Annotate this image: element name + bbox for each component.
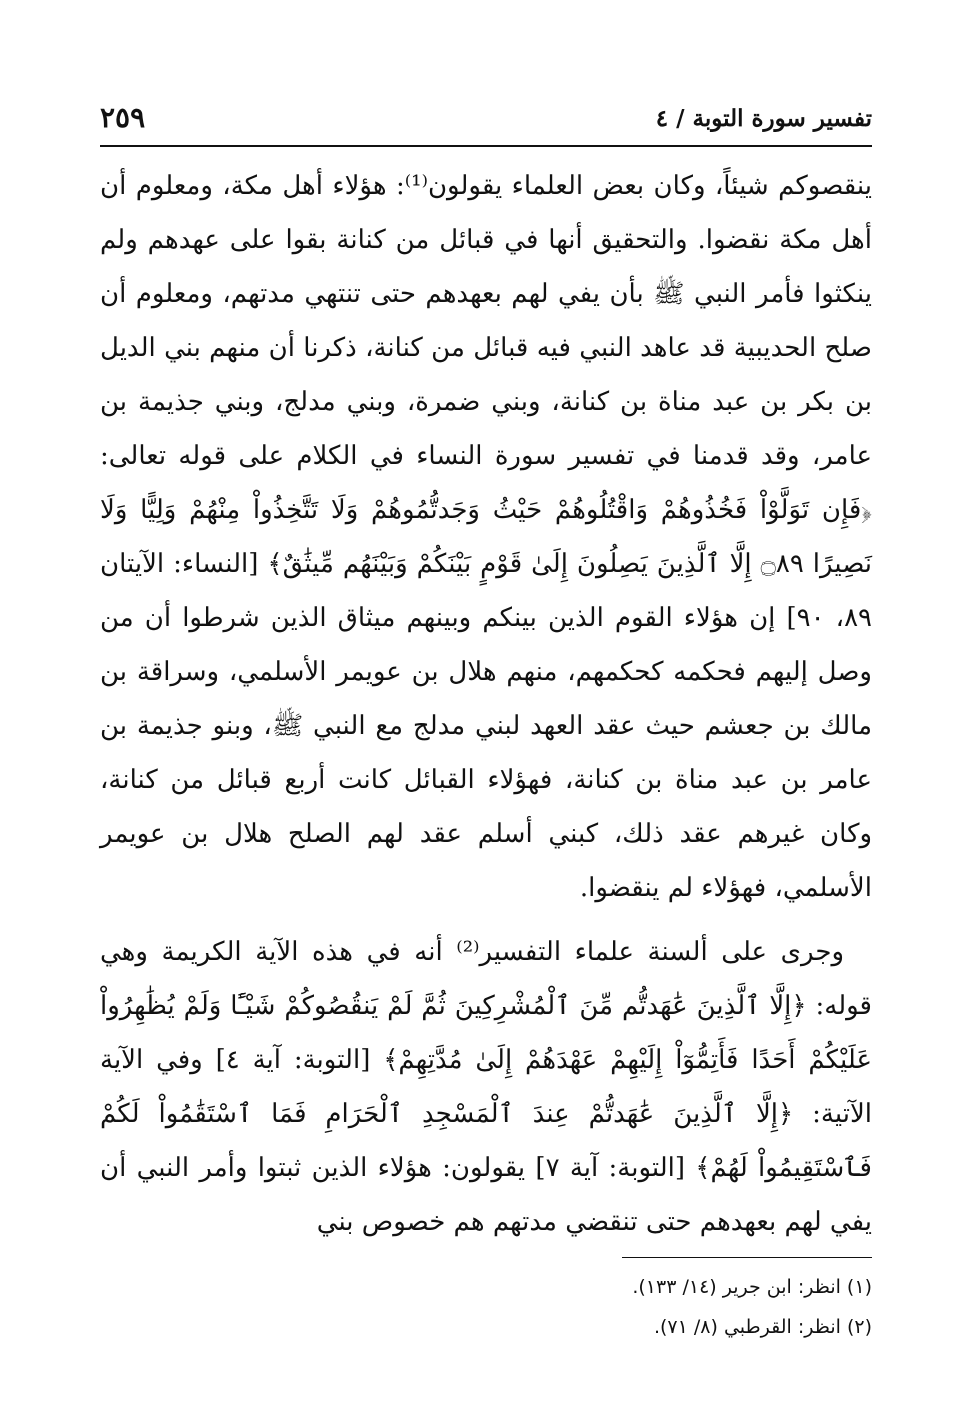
body-text	[100, 159, 872, 1249]
paragraph-2: وجرى على ألسنة علماء التفسير⁽²⁾ أنه في هذه الآية الكريمة وهي قوله: ﴿إِلَّا ٱلَّذِينَ عَٰهَدتُّم مِّنَ ٱلْمُشْرِكِينَ ثُمَّ لَمْ يَنقُصُوكُمْ شَيْـًٔا وَلَمْ يُظَٰهِرُواْ عَلَيْكُمْ أَحَدًا فَأَتِمُّوٓاْ إِلَيْهِمْ عَهْدَهُمْ إِلَىٰ مُدَّتِهِمْ﴾ [التوبة: آية ٤] وفي الآية الآتية: ﴿إِلَّا ٱلَّذِينَ عَٰهَدتُّمْ عِندَ ٱلْمَسْجِدِ ٱلْحَرَامِ فَمَا ٱسْتَقَٰمُواْ لَكُمْ فَٱسْتَقِيمُواْ لَهُمْ﴾ [التوبة: آية ٧] يقولون: هؤلاء الذين ثبتوا وأمر النبي أن يفي لهم بعهدهم حتى تنقضي مدتهم هم خصوص بني	[100, 937, 872, 1237]
page-header	[100, 95, 872, 147]
footnote-1: (١) انظر: ابن جرير (١٤/ ١٣٣).	[632, 1276, 872, 1298]
running-title: تفسير سورة التوبة / ٤	[655, 105, 872, 132]
page-number: ٢٥٩	[100, 101, 146, 134]
book-page	[100, 95, 872, 1375]
footnotes	[100, 1267, 872, 1347]
footnote-divider	[622, 1257, 872, 1258]
paragraph-1: ينقصوكم شيئاً، وكان بعض العلماء يقولون⁽¹⁾: هؤلاء أهل مكة، ومعلوم أن أهل مكة نقضوا. والتحقيق أنها في قبائل من كنانة بقوا على عهدهم ولم ينكثوا فأمر النبي ﷺ بأن يفي لهم بعهدهم حتى تنتهي مدتهم، ومعلوم أن صلح الحديبية قد عاهد النبي فيه قبائل من كنانة، ذكرنا أن منهم بني الديل بن بكر بن عبد مناة بن كنانة، وبني ضمرة، وبني مدلج، وبني جذيمة بن عامر، وقد قدمنا في تفسير سورة النساء في الكلام على قوله تعالى: ﴿فَإِن تَوَلَّوْاْ فَخُذُوهُمْ وَاقْتُلُوهُمْ حَيْثُ وَجَدتُّمُوهُمْ وَلَا تَتَّخِذُواْ مِنْهُمْ وَلِيًّا وَلَا نَصِيرًا ۝٨٩ إِلَّا ٱلَّذِينَ يَصِلُونَ إِلَىٰ قَوْمٍ بَيْنَكُمْ وَبَيْنَهُم مِّيثَٰقٌ﴾ [النساء: الآيتان ٨٩، ٩٠] إن هؤلاء القوم الذين بينكم وبينهم ميثاق الذين شرطوا أن من وصل إليهم فحكمه كحكمهم، منهم هلال بن عويمر الأسلمي، وسراقة بن مالك بن جعشم حيث عقد العهد لبني مدلج مع النبي ﷺ، وبنو جذيمة بن عامر بن عبد مناة بن كنانة، فهؤلاء القبائل كانت أربع قبائل من كنانة، وكان غيرهم عقد ذلك، كبني أسلم عقد لهم الصلح هلال بن عويمر الأسلمي، فهؤلاء لم ينقضوا.	[100, 171, 873, 903]
footnote-2: (٢) انظر: القرطبي (٨/ ٧١).	[653, 1316, 872, 1338]
